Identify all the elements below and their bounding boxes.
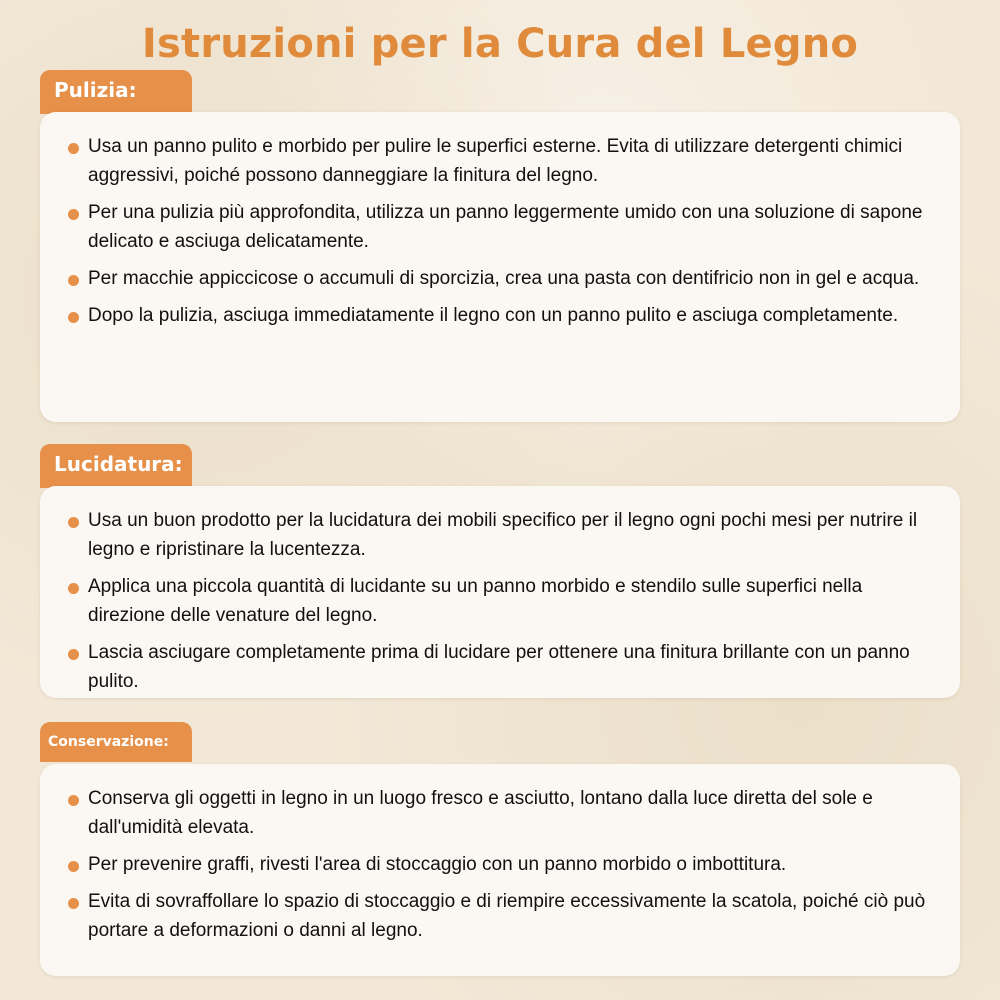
bullet-icon [68,209,79,220]
list-item [68,887,942,945]
section-tab-conservazione: Conservazione: [40,722,192,762]
list-item-text: Evita di sovraffollare lo spazio di stoccaggio e di riempire eccessivamente la scatola, poiché ciò può portare a deformazioni o danni al legno. [88,891,926,941]
list-item [68,784,942,842]
section-card-pulizia [40,112,960,422]
bullet-icon [68,898,79,909]
bullet-icon [68,649,79,660]
section-card-conservazione [40,764,960,976]
list-item [68,264,942,293]
list-item [68,132,942,190]
list-item [68,850,942,879]
bullet-icon [68,312,79,323]
list-item [68,572,942,630]
list-item-text: Per prevenire graffi, rivesti l'area di stoccaggio con un panno morbido o imbottitura. [88,854,787,875]
list-item [68,638,942,696]
bullet-icon [68,517,79,528]
bullet-icon [68,795,79,806]
list-item-text: Conserva gli oggetti in legno in un luogo fresco e asciutto, lontano dalla luce diretta del sole e dall'umidità elevata. [88,788,873,838]
section-tab-lucidatura: Lucidatura: [40,444,192,488]
list-item-text: Applica una piccola quantità di lucidante su un panno morbido e stendilo sulle superfici nella direzione delle venature del legno. [88,576,863,626]
list-item-text: Usa un buon prodotto per la lucidatura dei mobili specifico per il legno ogni pochi mesi per nutrire il legno e ripristinare la lucentezza. [88,510,918,560]
bullet-icon [68,861,79,872]
bullet-icon [68,143,79,154]
list-item-text: Per macchie appiccicose o accumuli di sporcizia, crea una pasta con dentifricio non in gel e acqua. [88,268,920,289]
section-card-lucidatura [40,486,960,698]
list-item-text: Per una pulizia più approfondita, utilizza un panno leggermente umido con una soluzione di sapone delicato e asciuga delicatamente. [88,202,923,252]
list-item [68,506,942,564]
bullet-icon [68,583,79,594]
bullet-icon [68,275,79,286]
list-item-text: Dopo la pulizia, asciuga immediatamente il legno con un panno pulito e asciuga completamente. [88,305,899,326]
section-tab-pulizia: Pulizia: [40,70,192,114]
page-title: Istruzioni per la Cura del Legno [141,21,859,67]
list-item-text: Lascia asciugare completamente prima di lucidare per ottenere una finitura brillante con un panno pulito. [88,642,910,692]
list-item-text: Usa un panno pulito e morbido per pulire le superfici esterne. Evita di utilizzare detergenti chimici aggressivi, poiché possono danneggiare la finitura del legno. [88,136,903,186]
list-item [68,198,942,256]
list-item [68,301,942,330]
